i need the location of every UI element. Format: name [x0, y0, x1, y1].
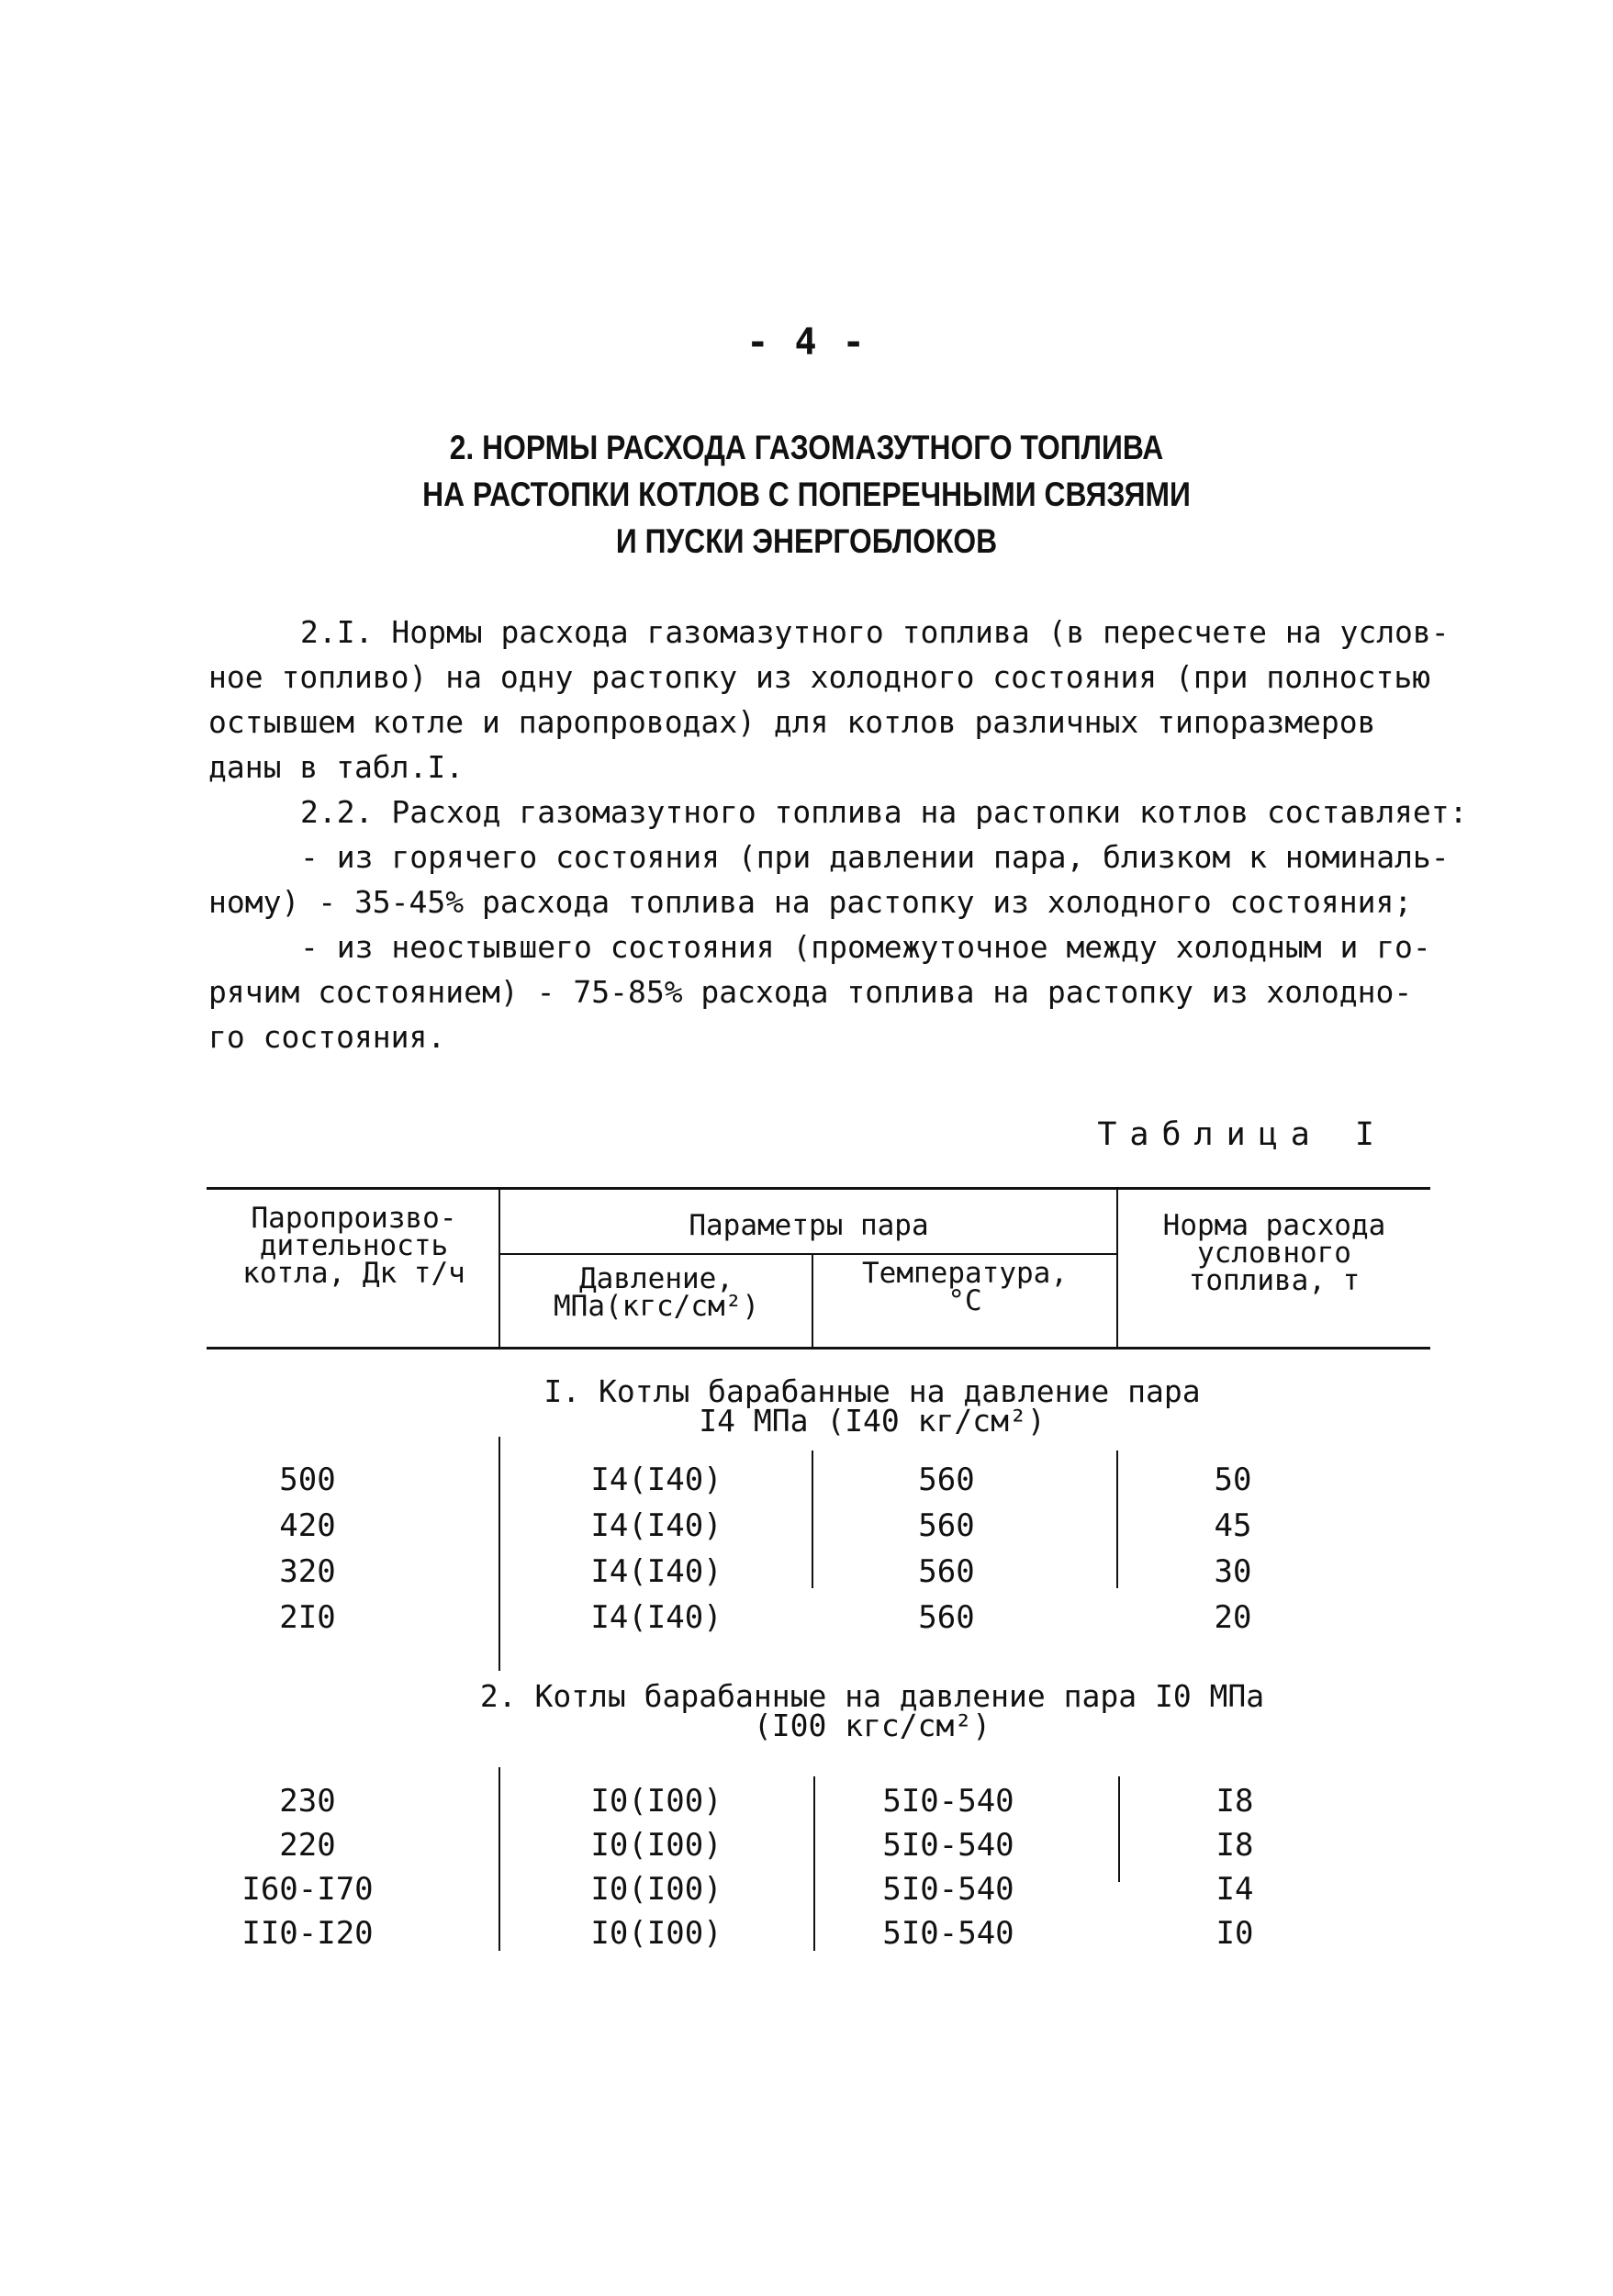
- pressure-cell: I4(I40): [590, 1553, 722, 1590]
- temperature-cell: 5I0-540: [882, 1783, 1014, 1820]
- capacity-cell: 320: [279, 1553, 336, 1590]
- section-title: [113, 424, 1500, 565]
- temperature-cell: 560: [918, 1599, 975, 1636]
- capacity-cell: 500: [279, 1462, 336, 1498]
- pressure-cell: I0(I00): [590, 1783, 722, 1820]
- capacity-cell: 420: [279, 1507, 336, 1544]
- header-line: котла, Дк т/ч: [242, 1257, 465, 1290]
- capacity-cell: 220: [279, 1827, 336, 1864]
- temperature-cell: 5I0-540: [882, 1871, 1014, 1908]
- text-line: ное топливо) на одну растопку из холодного состояния (при полностью: [208, 659, 1431, 695]
- header-line: Давление,: [579, 1262, 734, 1295]
- capacity-cell: II0-I20: [241, 1915, 374, 1952]
- group-title-line: 2. Котлы барабанные на давление пара I0 МПа: [479, 1678, 1265, 1714]
- section-title-line: НА РАСТОПКИ КОТЛОВ С ПОПЕРЕЧНЫМИ СВЯЗЯМИ: [422, 476, 1191, 513]
- norm-header: [1118, 1209, 1430, 1297]
- norm-cell: I4: [1215, 1871, 1254, 1908]
- header-line: Норма расхода: [1162, 1209, 1386, 1242]
- norm-cell: I8: [1215, 1783, 1254, 1820]
- text-line: 2.2. Расход газомазутного топлива на растопки котлов составляет:: [300, 794, 1468, 830]
- table-top-rule: [207, 1187, 1430, 1190]
- norm-cell: 45: [1214, 1507, 1252, 1544]
- header-line: условного: [1197, 1237, 1351, 1270]
- section-title-line: И ПУСКИ ЭНЕРГОБЛОКОВ: [615, 522, 998, 560]
- header-line: Паропроизво-: [251, 1202, 457, 1235]
- capacity-cell: I60-I70: [241, 1871, 374, 1908]
- paragraph-2-1: [208, 610, 1512, 790]
- header-line: топлива, т: [1188, 1264, 1361, 1297]
- header-line: °С: [947, 1284, 982, 1317]
- pressure-cell: I0(I00): [590, 1915, 722, 1952]
- text-line: - из неостывшего состояния (промежуточное между холодным и го-: [300, 929, 1431, 965]
- capacity-cell: 230: [279, 1783, 336, 1820]
- text-line: 2.I. Нормы расхода газомазутного топлива (в пересчете на услов-: [300, 614, 1450, 650]
- group-1-title: [367, 1373, 1377, 1439]
- group-title-line: I. Котлы барабанные на давление пара: [543, 1373, 1201, 1409]
- capacity-header: [209, 1202, 498, 1290]
- header-bottom-rule: [207, 1347, 1430, 1350]
- text-line: - из горячего состояния (при давлении пара, близком к номиналь-: [300, 839, 1450, 875]
- header-mid-rule: [500, 1253, 1117, 1255]
- pressure-cell: I4(I40): [590, 1462, 722, 1498]
- page-number: - 4 -: [746, 321, 867, 364]
- pressure-cell: I4(I40): [590, 1599, 722, 1636]
- header-line: Температура,: [862, 1257, 1068, 1290]
- norm-cell: I0: [1215, 1915, 1254, 1952]
- pressure-header: [500, 1262, 812, 1323]
- group-title-line: I4 МПа (I40 кг/см²): [699, 1403, 1046, 1439]
- temperature-header: [813, 1257, 1116, 1317]
- text-line: даны в табл.I.: [208, 749, 465, 785]
- capacity-cell: 2I0: [279, 1599, 336, 1636]
- text-line: рячим состоянием) - 75-85% расхода топлива на растопку из холодно-: [208, 974, 1413, 1010]
- temperature-cell: 560: [918, 1553, 975, 1590]
- temperature-cell: 560: [918, 1507, 975, 1544]
- temperature-cell: 5I0-540: [882, 1915, 1014, 1952]
- norm-cell: 50: [1214, 1462, 1252, 1498]
- pressure-cell: I0(I00): [590, 1871, 722, 1908]
- text-line: остывшем котле и паропроводах) для котлов различных типоразмеров: [208, 704, 1376, 740]
- header-line: МПа(кгс/см²): [554, 1290, 759, 1323]
- text-line: ному) - 35-45% расхода топлива на растопку из холодного состояния;: [208, 884, 1413, 920]
- text-line: го состояния.: [208, 1019, 446, 1055]
- group-2-title: [367, 1678, 1377, 1743]
- temperature-cell: 5I0-540: [882, 1827, 1014, 1864]
- norm-cell: I8: [1215, 1827, 1254, 1864]
- norm-cell: 30: [1214, 1553, 1252, 1590]
- header-line: дительность: [259, 1229, 449, 1262]
- pressure-cell: I4(I40): [590, 1507, 722, 1544]
- table-caption: Таблица I: [1097, 1116, 1387, 1153]
- steam-params-header: Параметры пара: [689, 1209, 929, 1242]
- norm-cell: 20: [1214, 1599, 1252, 1636]
- section-title-line: 2. НОРМЫ РАСХОДА ГАЗОМАЗУТНОГО ТОПЛИВА: [449, 429, 1164, 466]
- pressure-cell: I0(I00): [590, 1827, 722, 1864]
- temperature-cell: 560: [918, 1462, 975, 1498]
- group-title-line: (I00 кгс/см²): [753, 1708, 991, 1743]
- paragraph-2-2: [208, 790, 1512, 1059]
